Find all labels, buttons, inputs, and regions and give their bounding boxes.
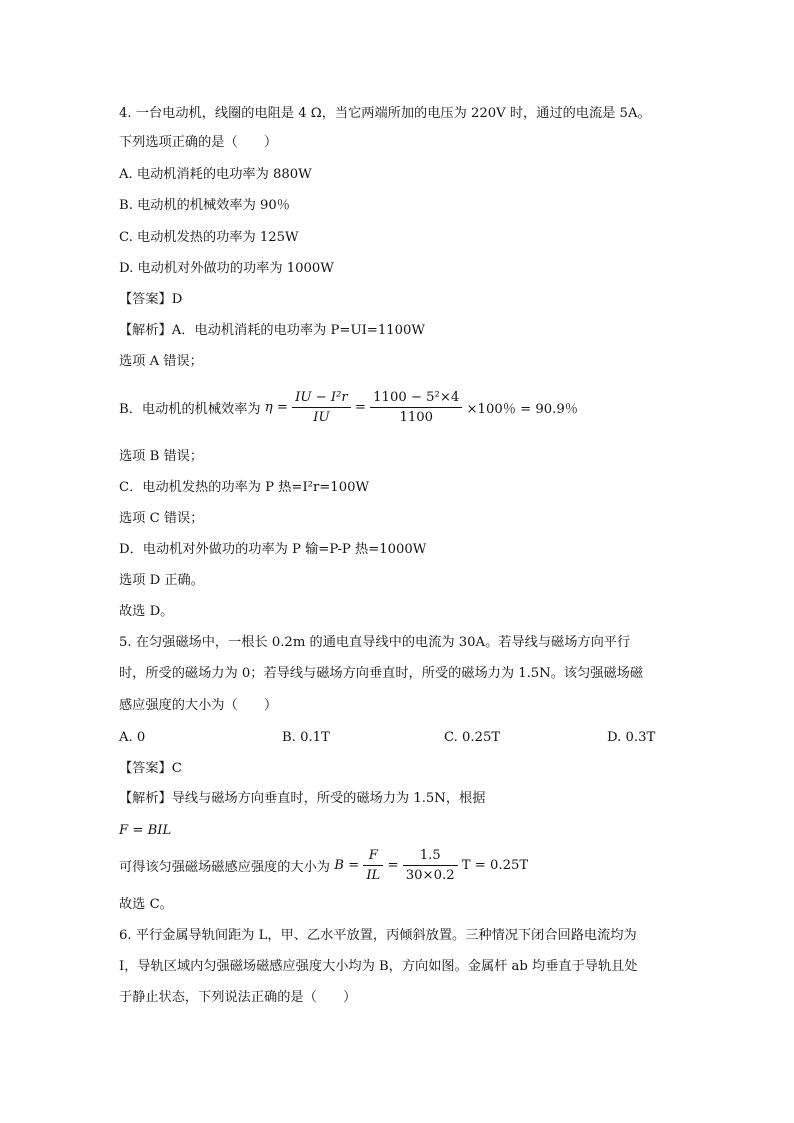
- fraction-symbolic: [292, 388, 351, 427]
- q5-option-d: D. 0.3T: [607, 730, 656, 745]
- formula-prefix: B．电动机的机械效率为: [119, 402, 261, 417]
- q4-analysis-d: D．电动机对外做功的功率为 P 输=P-P 热=1000W: [119, 542, 427, 557]
- q6-stem-line3: 于静止状态，下列说法正确的是（ ）: [119, 990, 357, 1005]
- formula-equals: =: [387, 858, 399, 873]
- q5-result-formula: [119, 846, 528, 885]
- q5-stem-line2: 时，所受的磁场力为 0；若导线与磁场方向垂直时，所受的磁场力为 1.5N。该匀强磁场磁: [119, 666, 644, 681]
- formula-eta: η =: [264, 400, 288, 415]
- q6-stem-line1: 6. 平行金属导轨间距为 L，甲、乙水平放置，丙倾斜放置。三种情况下闭合回路电流均为: [119, 928, 637, 943]
- q4-analysis-c: C．电动机发热的功率为 P 热=I²r=100W: [119, 480, 370, 495]
- q4-analysis-d-result: 选项 D 正确。: [119, 573, 204, 588]
- q4-analysis-a: 【解析】A．电动机消耗的电功率为 P=UI=1100W: [119, 323, 425, 338]
- q4-analysis-a-result: 选项 A 错误；: [119, 354, 203, 369]
- q4-analysis-b-result: 选项 B 错误；: [119, 449, 204, 464]
- fraction-denominator: IU: [313, 410, 330, 425]
- fraction-numeric: [403, 846, 458, 885]
- q4-stem-line2: 下列选项正确的是（ ）: [119, 135, 278, 150]
- q5-option-b: B. 0.1T: [282, 730, 330, 745]
- formula-tail: T = 0.25T: [461, 858, 529, 873]
- q5-stem-line3: 感应强度的大小为（ ）: [119, 698, 278, 713]
- fraction-numerator: F: [363, 846, 383, 866]
- q4-option-a: A. 电动机消耗的电功率为 880W: [119, 167, 312, 182]
- fraction-numerator: 1100 − 5²×4: [370, 388, 462, 408]
- q5-analysis-line1: 【解析】导线与磁场方向垂直时，所受的磁场力为 1.5N，根据: [119, 791, 486, 806]
- formula-prefix: 可得该匀强磁场磁感应强度的大小为: [119, 860, 330, 875]
- q5-conclusion: 故选 C。: [119, 897, 173, 912]
- q4-stem-line1: 4. 一台电动机，线圈的电阻是 4 Ω，当它两端所加的电压为 220V 时，通过的电流是 5A。: [119, 106, 651, 121]
- q5-stem-line1: 5. 在匀强磁场中，一根长 0.2m 的通电直导线中的电流为 30A。若导线与磁场方向平行: [119, 635, 631, 650]
- q5-formula: F = BIL: [119, 823, 172, 838]
- q4-analysis-c-result: 选项 C 错误；: [119, 511, 204, 526]
- fraction-denominator: 30×0.2: [405, 868, 455, 883]
- fraction-numerator: 1.5: [403, 846, 458, 866]
- formula-equals: =: [354, 400, 366, 415]
- q5-option-a: A. 0: [119, 730, 146, 745]
- fraction-denominator: IL: [366, 868, 381, 883]
- q4-option-c: C. 电动机发热的功率为 125W: [119, 230, 299, 245]
- q4-conclusion: 故选 D。: [119, 604, 174, 619]
- q4-option-b: B. 电动机的机械效率为 90％: [119, 198, 290, 213]
- q4-option-d: D. 电动机对外做功的功率为 1000W: [119, 261, 334, 276]
- fraction-numeric: [370, 388, 462, 427]
- q4-answer: 【答案】D: [119, 292, 183, 307]
- fraction-numerator: IU − I²r: [292, 388, 351, 408]
- q4-efficiency-formula: [119, 388, 578, 427]
- formula-b: B =: [334, 858, 360, 873]
- q6-stem-line2: I，导轨区域内匀强磁场磁感应强度大小均为 B，方向如图。金属杆 ab 均垂直于导轨且处: [119, 959, 638, 974]
- q5-answer: 【答案】C: [119, 761, 182, 776]
- formula-tail: ×100％ = 90.9％: [466, 402, 578, 417]
- q5-option-c: C. 0.25T: [444, 730, 501, 745]
- fraction-denominator: 1100: [399, 410, 434, 425]
- fraction-symbolic: [363, 846, 383, 885]
